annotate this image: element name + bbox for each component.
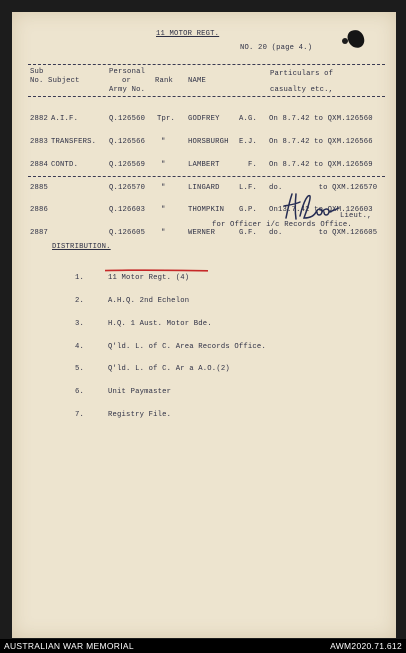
table-cell-initials: A.G.: [238, 115, 257, 124]
table-cell-no: 2886: [30, 206, 49, 215]
ink-blot-small: [342, 38, 348, 44]
list-item: Q'ld. L. of C. Ar a A.O.(2): [108, 365, 230, 374]
table-cell-initials: E.J.: [238, 137, 257, 146]
list-item-number: 4.: [75, 342, 85, 351]
signature-for-line: for Officer i/c Records Office.: [212, 221, 352, 229]
table-cell-no: 2882: [30, 115, 49, 124]
table-cell-initials: G.P.: [238, 206, 257, 215]
table-cell-army-no: Q.126566: [109, 137, 146, 146]
list-item-number: 3.: [75, 319, 85, 328]
table-cell-particulars: On 8.7.42 to QXM.126569: [269, 160, 373, 169]
list-item-number: 1.: [75, 274, 85, 283]
table-cell-no: 2885: [30, 183, 49, 192]
col-personal-label: Personal: [109, 68, 146, 76]
list-item-number: 6.: [75, 388, 85, 397]
table-cell-army-no: Q.126603: [109, 206, 146, 215]
table-cell-army-no: Q.126569: [109, 160, 146, 169]
table-cell-army-no: Q.126560: [109, 115, 146, 124]
col-subject-label: No. Subject: [30, 77, 80, 85]
table-cell-initials: F.: [247, 160, 257, 169]
footer-institution: AUSTRALIAN WAR MEMORIAL: [4, 641, 134, 651]
footer-accession-number: AWM2020.71.612: [330, 641, 402, 651]
list-item: Unit Paymaster: [108, 388, 172, 397]
list-item: Registry File.: [108, 410, 172, 419]
table-cell-surname: LAMBERT: [188, 160, 220, 169]
list-item: H.Q. 1 Aust. Motor Bde.: [108, 319, 212, 328]
col-sub-label: Sub: [30, 68, 44, 76]
table-cell-initials: G.F.: [238, 229, 257, 238]
col-army-numbers: [109, 101, 145, 245]
table-cell-surname: WERNER: [188, 229, 216, 238]
table-cell-no: 2883: [30, 137, 49, 146]
table-cell-rank: ": [161, 206, 166, 215]
table-cell-army-no: Q.126570: [109, 183, 146, 192]
top-rule: [28, 64, 385, 65]
unit-heading: 11 MOTOR REGT.: [156, 30, 220, 38]
signature-title: Lieut.,: [340, 212, 372, 220]
bottom-rule: [28, 176, 385, 177]
page-number: NO. 20 (page 4.): [240, 44, 313, 52]
table-cell-subject: A.I.F.: [51, 115, 79, 124]
table-cell-particulars: do. to QXM.126570: [269, 183, 378, 192]
col-rank-label: Rank: [155, 77, 174, 85]
distribution-numbers: [75, 260, 84, 427]
table-cell-rank: ": [161, 160, 166, 169]
distribution-heading: DISTRIBUTION.: [52, 243, 111, 251]
table-cell-particulars: do. to QXM.126605: [269, 229, 378, 238]
list-item-number: 5.: [75, 365, 85, 374]
table-cell-particulars: On13.7.42 to QXM.126603: [269, 206, 373, 215]
col-ranks: [157, 101, 175, 245]
list-item: Q'ld. L. of C. Area Records Office.: [108, 342, 266, 351]
table-cell-surname: LINGARD: [188, 183, 220, 192]
col-casualty-label: casualty etc.,: [270, 86, 334, 94]
table-cell-subject: CONTD.: [51, 160, 79, 169]
list-item-number: 2.: [75, 296, 85, 305]
list-item-number: 7.: [75, 410, 85, 419]
table-cell-rank: ": [161, 137, 166, 146]
table-cell-rank: Tpr.: [157, 115, 176, 124]
list-item: A.H.Q. 2nd Echelon: [108, 296, 190, 305]
table-cell-rank: ": [161, 183, 166, 192]
red-pencil-underline: [105, 269, 208, 272]
table-cell-no: 2887: [30, 229, 49, 238]
header-rule: [28, 96, 385, 97]
table-cell-surname: HORSBURGH: [188, 137, 229, 146]
col-particulars-label: Particulars of: [270, 70, 334, 78]
table-cell-rank: ": [161, 229, 166, 238]
col-or-label: or: [122, 77, 132, 85]
table-cell-particulars: On 8.7.42 to QXM.126566: [269, 137, 373, 146]
table-cell-subject: TRANSFERS.: [51, 137, 97, 146]
list-item: 11 Motor Regt. (4): [108, 274, 190, 283]
table-cell-army-no: Q.126605: [109, 229, 146, 238]
table-cell-initials: L.F.: [238, 183, 257, 192]
table-cell-no: 2884: [30, 160, 49, 169]
col-sub-numbers: [30, 101, 48, 245]
signature-handwritten: [280, 190, 342, 224]
col-subjects: [51, 101, 96, 177]
col-name-label: NAME: [188, 77, 207, 85]
table-cell-surname: THOMPKIN: [188, 206, 225, 215]
col-army-no-label: Army No.: [109, 86, 146, 94]
table-cell-particulars: On 8.7.42 to QXM.126560: [269, 115, 373, 124]
footer-bar: [0, 639, 406, 653]
distribution-list: [108, 260, 266, 427]
table-cell-surname: GODFREY: [188, 115, 220, 124]
